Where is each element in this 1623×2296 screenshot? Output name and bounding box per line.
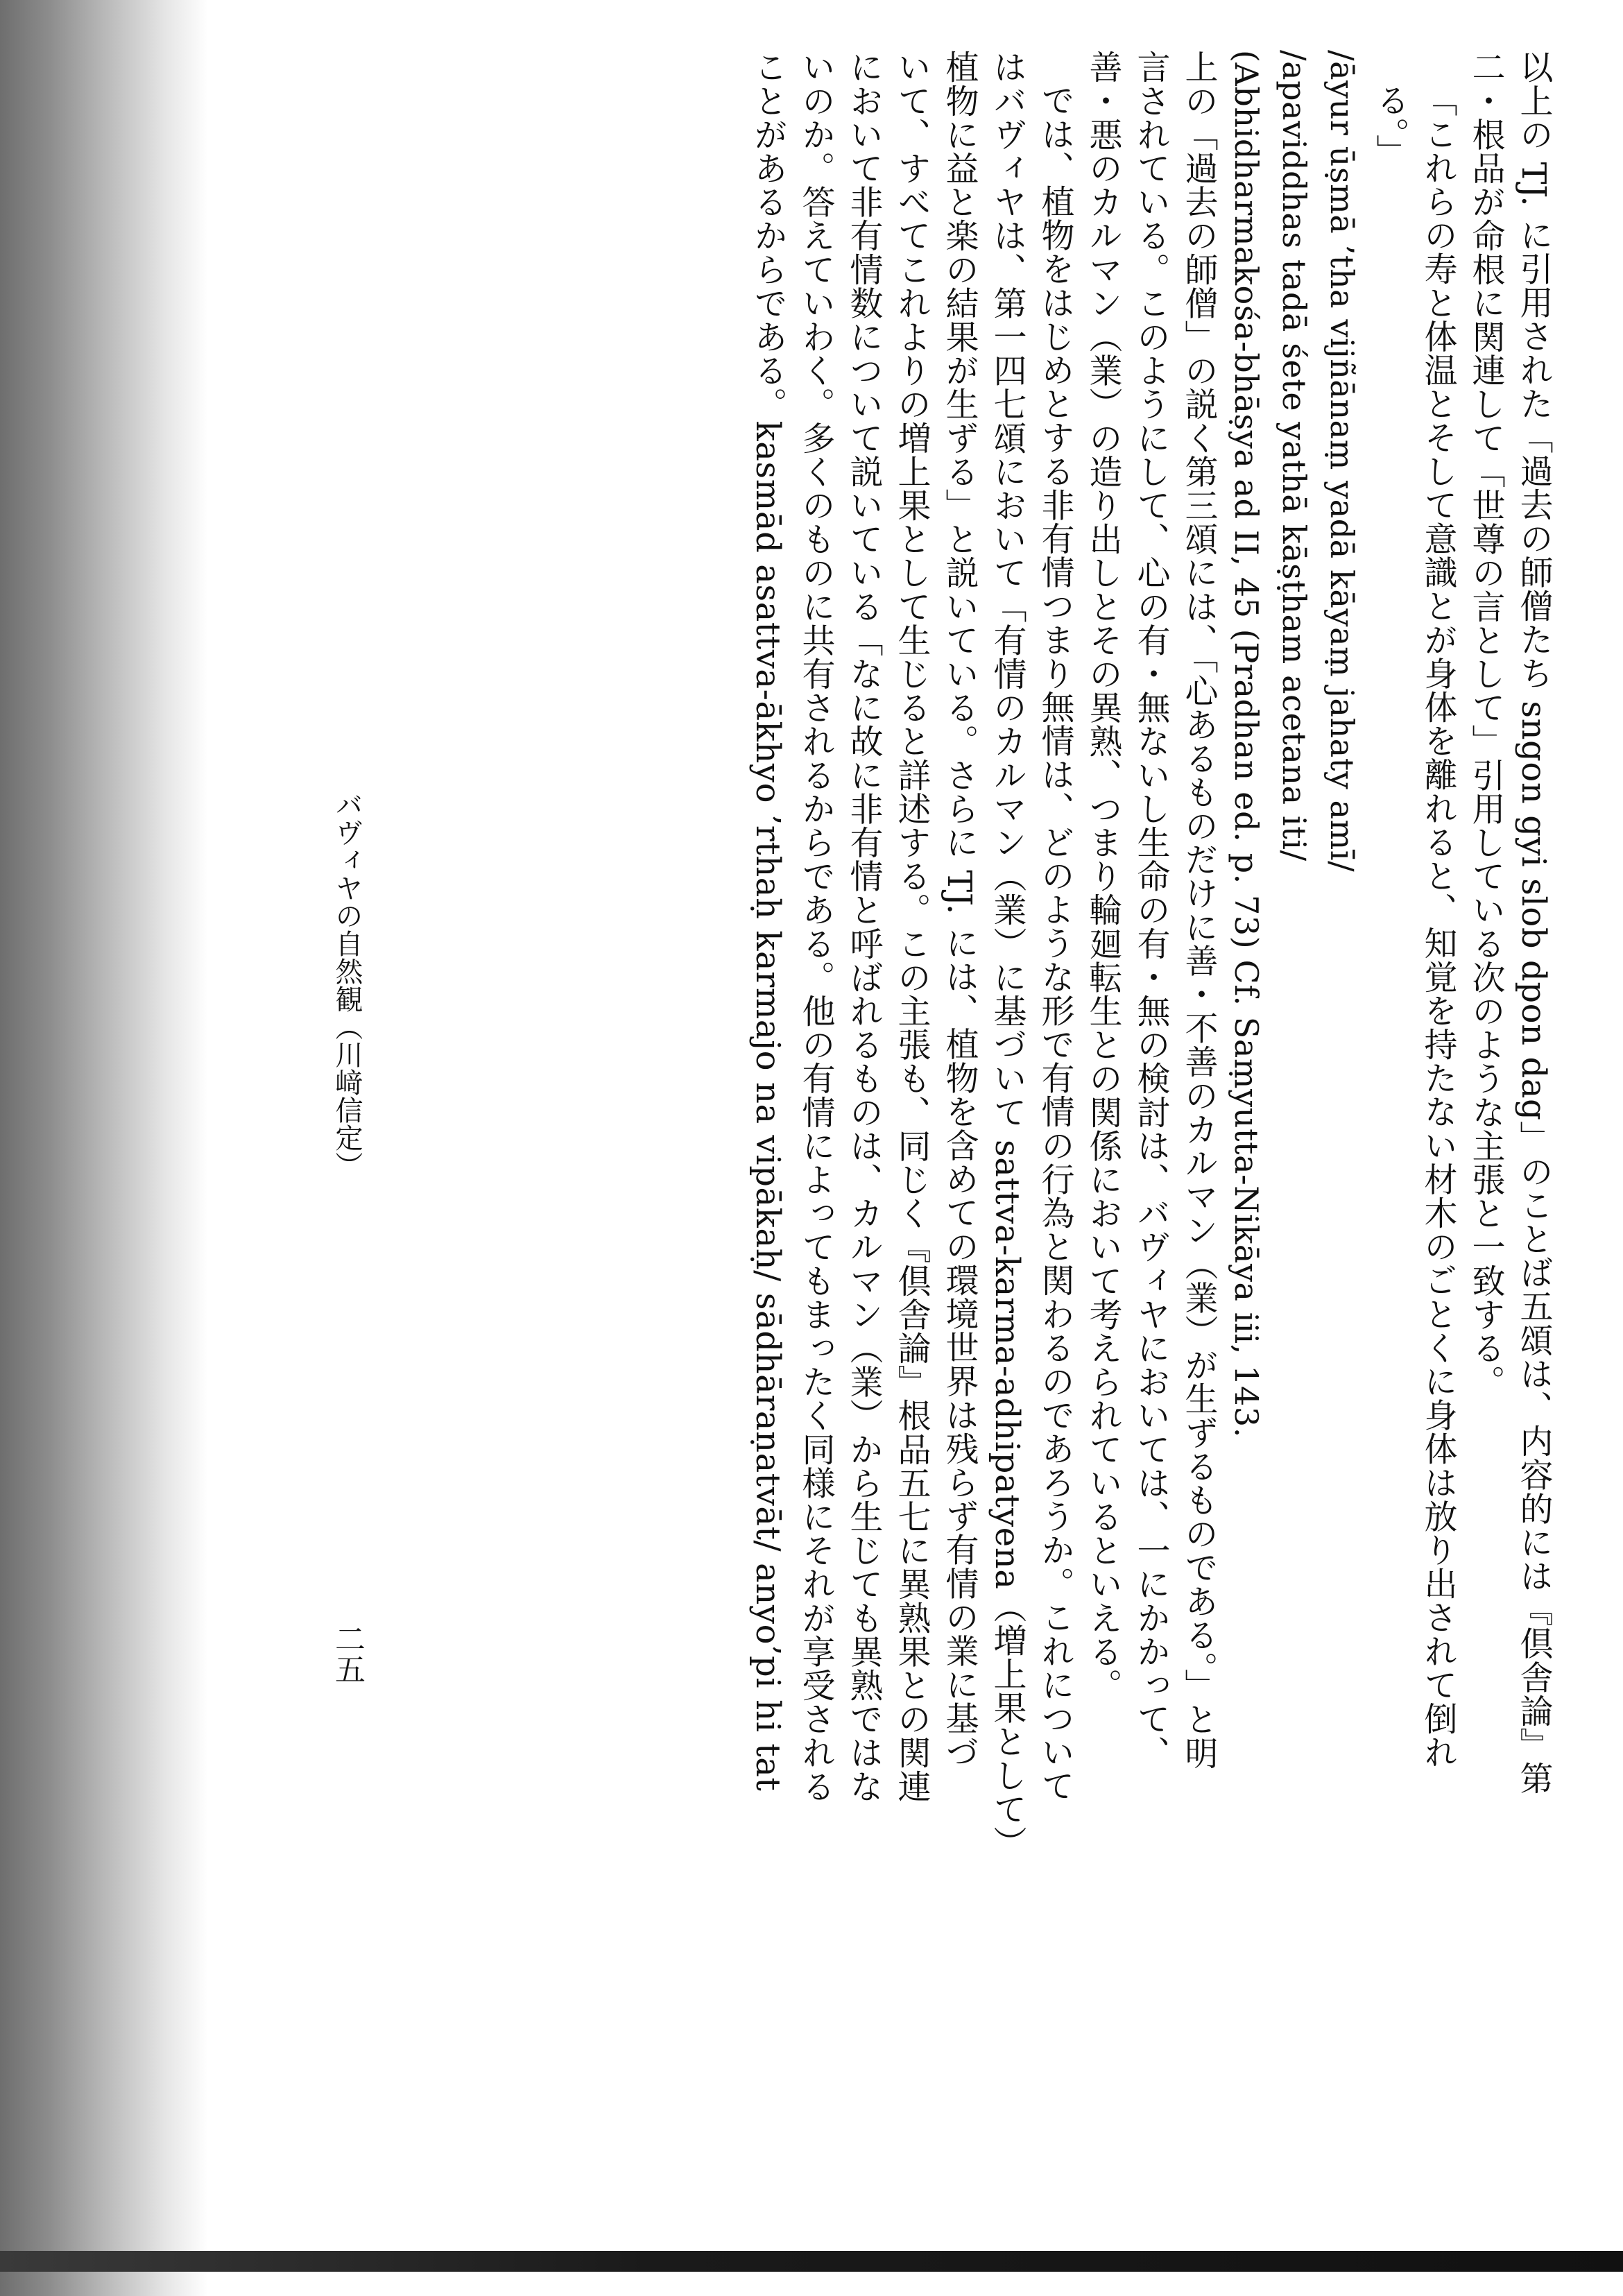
text-line: ことがあるからである。kasmād asattva-ākhyo ’rthaḥ karmajo na vipākaḥ/ sādhāraṇatvāt/ anyo’pi hi tat [748, 50, 787, 1792]
text-line: はバヴィヤは、第一四七頌において「有情のカルマン（業）に基づいて sattva-karma-adhipatyena（増上果として） [988, 50, 1027, 1860]
scan-bottom-edge [0, 2251, 1623, 2272]
text-line: 善・悪のカルマン（業）の造り出しとその異熟、つまり輪廻転生との関係において考えられているといえる。 [1083, 50, 1122, 1702]
text-line: いのか。答えていわく。多くのものに共有されるからである。他の有情によってもまったく同様にそれが享受される [796, 50, 835, 1804]
text-line: では、植物をはじめとする非有情つまり無情は、どのような形で有情の行為と関わるのであろうか。これについて [1036, 83, 1074, 1803]
text-line: 上の「過去の師僧」の説く第三頌には、「心あるものだけに善・不善のカルマン（業）が生ずるものである。」と明 [1179, 50, 1218, 1770]
text-line: 植物に益と楽の結果が生ずる」と説いている。さらに TJ. には、植物を含めての環境世界は残らず有情の業に基づ [940, 50, 979, 1769]
text-line: いて、すべてこれよりの増上果として生じると詳述する。この主張も、同じく『倶舎論』根品五七に異熟果との関連 [892, 50, 931, 1804]
text-line: 以上の TJ. に引用された「過去の師僧たち sngon gyi slob dpon dag」のことば五頌は、内容的には『倶舎論』第 [1514, 50, 1553, 1795]
text-line: 言されている。このようにして、心の有・無ないし生命の有・無の検討は、バヴィヤにおいては、一にかかって、 [1131, 50, 1170, 1770]
quote-line: 「これらの寿と体温とそして意識とが身体を離れると、知覚を持たない材木のごとくに身体は放り出されて倒れ [1418, 83, 1457, 1769]
text-line: 二・根品が命根に関連して「世尊の言として」引用している次のような主張と一致する。 [1466, 50, 1505, 1398]
vertical-text-body [385, 50, 1557, 2089]
quote-line: る。」 [1371, 83, 1409, 168]
text-line: において非有情数について説いている「なに故に非有情と呼ばれるものは、カルマン（業）から生じても異熟ではな [844, 50, 883, 1804]
sanskrit-verse-line: /āyur ūṣmā ’tha vijñānaṃ yadā kāyaṃ jahaty amī/ [1323, 50, 1361, 873]
page-number: 二五 [329, 1623, 365, 1684]
scan-shadow-edge [0, 0, 208, 2296]
sanskrit-verse-line: /apaviddhas tadā śete yathā kāṣṭham acetana iti/ [1276, 50, 1313, 862]
citation-line: (Abhidharmakośa-bhāṣya ad II, 45 (Pradhan ed. p. 73) Cf. Saṃyutta-Nikāya iii, 143. [1228, 50, 1265, 1438]
running-footer-title: バヴィヤの自然観（川﨑信定） [331, 791, 363, 1179]
